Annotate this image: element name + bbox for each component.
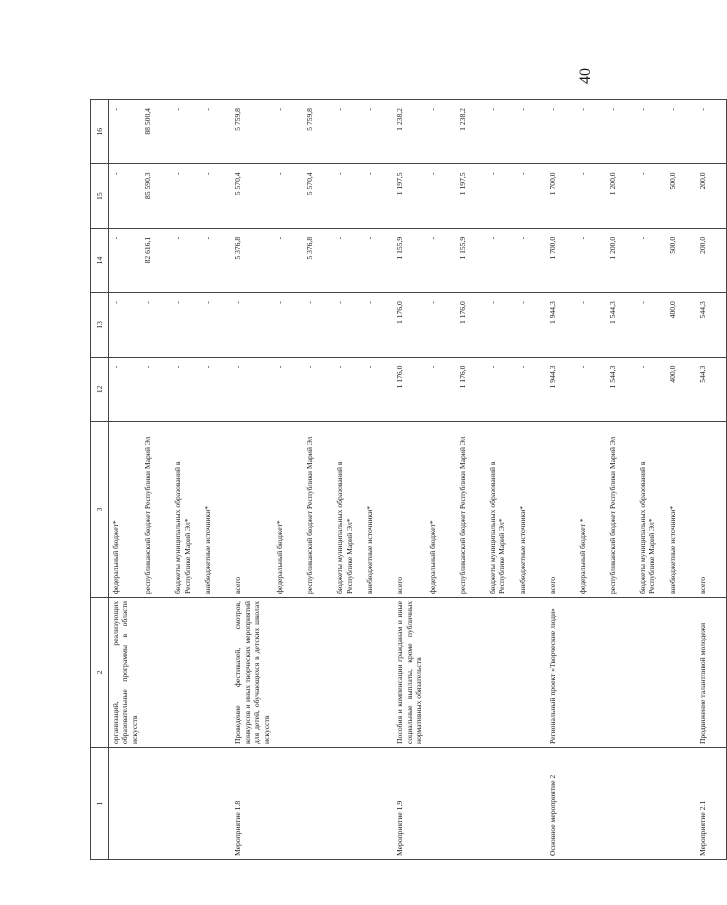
value-cell: 1 700,0 — [546, 164, 576, 228]
value-cell: - — [516, 164, 546, 228]
value-cell: 1 176,0 — [393, 293, 425, 357]
measure-name-cell — [171, 598, 201, 748]
measure-code-cell — [171, 748, 201, 860]
value-cell: - — [333, 228, 363, 292]
value-cell: - — [576, 293, 606, 357]
measure-code-cell — [201, 748, 231, 860]
measure-name-cell — [363, 598, 393, 748]
value-cell: - — [171, 228, 201, 292]
column-header: 14 — [91, 228, 109, 292]
value-cell: - — [201, 357, 231, 421]
value-cell: - — [109, 293, 142, 357]
funding-source-cell: бюджеты муниципальных образований в Республике Марий Эл* — [486, 422, 516, 598]
value-cell: - — [426, 357, 456, 421]
table-row — [171, 100, 201, 860]
value-cell: - — [109, 357, 142, 421]
value-cell: - — [363, 293, 393, 357]
value-cell: - — [636, 100, 666, 164]
measure-code-cell — [636, 748, 666, 860]
measure-code-cell — [141, 748, 171, 860]
value-cell: - — [576, 357, 606, 421]
value-cell: 544,3 — [696, 293, 727, 357]
value-cell: - — [363, 100, 393, 164]
value-cell: - — [636, 228, 666, 292]
measure-name-cell — [141, 598, 171, 748]
value-cell: 1 544,3 — [606, 293, 636, 357]
measure-name-cell — [636, 598, 666, 748]
measure-code-cell — [576, 748, 606, 860]
measure-name-cell — [303, 598, 333, 748]
value-cell: 200,0 — [696, 228, 727, 292]
measure-code-cell — [363, 748, 393, 860]
value-cell: - — [426, 293, 456, 357]
funding-source-cell: бюджеты муниципальных образований в Республике Марий Эл* — [636, 422, 666, 598]
table-row — [273, 100, 303, 860]
value-cell: 1 197,5 — [393, 164, 425, 228]
measure-code-cell — [109, 748, 142, 860]
value-cell: 400,0 — [666, 293, 696, 357]
measure-name-cell: Региональный проект «Творческие люди» — [546, 598, 576, 748]
measure-code-cell: Основное мероприятие 2 — [546, 748, 576, 860]
measure-name-cell — [333, 598, 363, 748]
table-row — [201, 100, 231, 860]
value-cell: - — [201, 164, 231, 228]
value-cell: - — [576, 164, 606, 228]
value-cell: - — [231, 293, 273, 357]
funding-source-cell: всего — [393, 422, 425, 598]
column-header: 2 — [91, 598, 109, 748]
measure-name-cell — [426, 598, 456, 748]
funding-source-cell: бюджеты муниципальных образований в Республике Марий Эл* — [171, 422, 201, 598]
table-body — [109, 100, 727, 860]
value-cell: 85 590,3 — [141, 164, 171, 228]
value-cell: - — [303, 357, 333, 421]
value-cell: 5 759,8 — [231, 100, 273, 164]
value-cell: - — [201, 100, 231, 164]
column-header: 12 — [91, 357, 109, 421]
table-row — [606, 100, 636, 860]
measure-code-cell — [516, 748, 546, 860]
value-cell: - — [333, 164, 363, 228]
value-cell: - — [171, 293, 201, 357]
value-cell: - — [141, 357, 171, 421]
measure-code-cell — [303, 748, 333, 860]
table-row — [141, 100, 171, 860]
value-cell: - — [201, 293, 231, 357]
table-row — [666, 100, 696, 860]
value-cell: - — [273, 100, 303, 164]
value-cell: - — [606, 100, 636, 164]
value-cell: 1 944,3 — [546, 293, 576, 357]
value-cell: - — [141, 293, 171, 357]
table-row — [303, 100, 333, 860]
value-cell: 500,0 — [666, 164, 696, 228]
measure-code-cell: Мероприятие 1.8 — [231, 748, 273, 860]
value-cell: - — [363, 164, 393, 228]
value-cell: - — [426, 228, 456, 292]
funding-source-cell: федеральный бюджет* — [426, 422, 456, 598]
column-header: 16 — [91, 100, 109, 164]
value-cell: - — [426, 100, 456, 164]
value-cell: - — [576, 228, 606, 292]
funding-source-cell: всего — [231, 422, 273, 598]
measure-name-cell: Проведение фестивалей, смотров, конкурсов и иных творческих мероприятий для детей, обучающихся в детских школах искусств — [231, 598, 273, 748]
measure-code-cell: Мероприятие 1.9 — [393, 748, 425, 860]
measure-code-cell — [456, 748, 486, 860]
value-cell: 1 197,5 — [456, 164, 486, 228]
table-row — [546, 100, 576, 860]
value-cell: 1 238,2 — [456, 100, 486, 164]
measure-code-cell — [273, 748, 303, 860]
measure-name-cell — [576, 598, 606, 748]
page-number: 40 — [577, 68, 594, 84]
value-cell: - — [171, 164, 201, 228]
value-cell: - — [666, 100, 696, 164]
value-cell: - — [303, 293, 333, 357]
value-cell: - — [109, 164, 142, 228]
value-cell: - — [273, 164, 303, 228]
value-cell: - — [516, 228, 546, 292]
column-header: 3 — [91, 422, 109, 598]
table-row — [456, 100, 486, 860]
value-cell: 1 700,0 — [546, 228, 576, 292]
funding-source-cell: всего — [696, 422, 727, 598]
value-cell: 5 570,4 — [231, 164, 273, 228]
value-cell: - — [363, 228, 393, 292]
column-header: 15 — [91, 164, 109, 228]
table-row — [231, 100, 273, 860]
measure-name-cell: Пособия и компенсации гражданам и иные социальные выплаты, кроме публичных нормативных обязательств — [393, 598, 425, 748]
measure-code-cell — [333, 748, 363, 860]
measure-code-cell — [426, 748, 456, 860]
budget-table — [90, 99, 727, 860]
value-cell: - — [333, 357, 363, 421]
value-cell: 5 570,4 — [303, 164, 333, 228]
funding-source-cell: федеральный бюджет* — [109, 422, 142, 598]
funding-source-cell: федеральный бюджет * — [576, 422, 606, 598]
table-row — [393, 100, 425, 860]
funding-source-cell: республиканский бюджет Республики Марий Эл — [303, 422, 333, 598]
value-cell: - — [273, 357, 303, 421]
value-cell: - — [171, 100, 201, 164]
value-cell: 544,3 — [696, 357, 727, 421]
value-cell: 1 176,0 — [393, 357, 425, 421]
value-cell: 1 176,0 — [456, 357, 486, 421]
value-cell: 500,0 — [666, 228, 696, 292]
value-cell: - — [109, 228, 142, 292]
table-row — [333, 100, 363, 860]
value-cell: - — [363, 357, 393, 421]
value-cell: 400,0 — [666, 357, 696, 421]
value-cell: 1 944,3 — [546, 357, 576, 421]
measure-name-cell: Продвижение талантливой молодежи — [696, 598, 727, 748]
table-row — [516, 100, 546, 860]
table-row — [636, 100, 666, 860]
column-header: 13 — [91, 293, 109, 357]
value-cell: - — [516, 293, 546, 357]
column-header: 1 — [91, 748, 109, 860]
measure-code-cell — [666, 748, 696, 860]
value-cell: - — [171, 357, 201, 421]
value-cell: 1 544,3 — [606, 357, 636, 421]
value-cell: - — [231, 357, 273, 421]
value-cell: 5 376,8 — [303, 228, 333, 292]
value-cell: 1 200,0 — [606, 164, 636, 228]
funding-source-cell: республиканский бюджет Республики Марий Эл — [141, 422, 171, 598]
value-cell: 200,0 — [696, 164, 727, 228]
value-cell: 5 759,8 — [303, 100, 333, 164]
value-cell: - — [333, 100, 363, 164]
table-row — [696, 100, 727, 860]
funding-source-cell: внебюджетные источники* — [666, 422, 696, 598]
funding-source-cell: республиканский бюджет Республики Марий Эл — [606, 422, 636, 598]
value-cell: - — [426, 164, 456, 228]
value-cell: 1 155,9 — [393, 228, 425, 292]
value-cell: - — [486, 100, 516, 164]
value-cell: 1 176,0 — [456, 293, 486, 357]
value-cell: - — [546, 100, 576, 164]
value-cell: - — [486, 293, 516, 357]
value-cell: 82 616,1 — [141, 228, 171, 292]
funding-source-cell: республиканский бюджет Республики Марий Эл — [456, 422, 486, 598]
value-cell: - — [486, 164, 516, 228]
value-cell: - — [273, 293, 303, 357]
measure-name-cell — [201, 598, 231, 748]
table-row — [363, 100, 393, 860]
funding-source-cell: внебюджетные источники* — [363, 422, 393, 598]
value-cell: - — [201, 228, 231, 292]
value-cell: 1 155,9 — [456, 228, 486, 292]
value-cell: 1 200,0 — [606, 228, 636, 292]
measure-name-cell: организаций, реализующих образовательные программы в области искусств — [109, 598, 142, 748]
value-cell: - — [486, 228, 516, 292]
rotated-table-container — [90, 100, 707, 860]
value-cell: - — [486, 357, 516, 421]
value-cell: 88 500,4 — [141, 100, 171, 164]
value-cell: 1 238,2 — [393, 100, 425, 164]
funding-source-cell: всего — [546, 422, 576, 598]
funding-source-cell: федеральный бюджет* — [273, 422, 303, 598]
value-cell: - — [636, 293, 666, 357]
measure-code-cell — [606, 748, 636, 860]
table-row — [486, 100, 516, 860]
table-row — [576, 100, 606, 860]
value-cell: - — [109, 100, 142, 164]
funding-source-cell: внебюджетные источники* — [516, 422, 546, 598]
value-cell: - — [636, 357, 666, 421]
measure-code-cell — [486, 748, 516, 860]
value-cell: - — [516, 357, 546, 421]
measure-name-cell — [273, 598, 303, 748]
value-cell: - — [576, 100, 606, 164]
measure-code-cell: Мероприятие 2.1 — [696, 748, 727, 860]
table-row — [426, 100, 456, 860]
measure-name-cell — [516, 598, 546, 748]
measure-name-cell — [456, 598, 486, 748]
measure-name-cell — [606, 598, 636, 748]
table-row — [109, 100, 142, 860]
value-cell: 5 376,8 — [231, 228, 273, 292]
funding-source-cell: бюджеты муниципальных образований в Республике Марий Эл* — [333, 422, 363, 598]
value-cell: - — [516, 100, 546, 164]
value-cell: - — [636, 164, 666, 228]
measure-name-cell — [486, 598, 516, 748]
value-cell: - — [333, 293, 363, 357]
measure-name-cell — [666, 598, 696, 748]
value-cell: - — [696, 100, 727, 164]
value-cell: - — [273, 228, 303, 292]
funding-source-cell: внебюджетные источники* — [201, 422, 231, 598]
table-header-row — [91, 100, 109, 860]
